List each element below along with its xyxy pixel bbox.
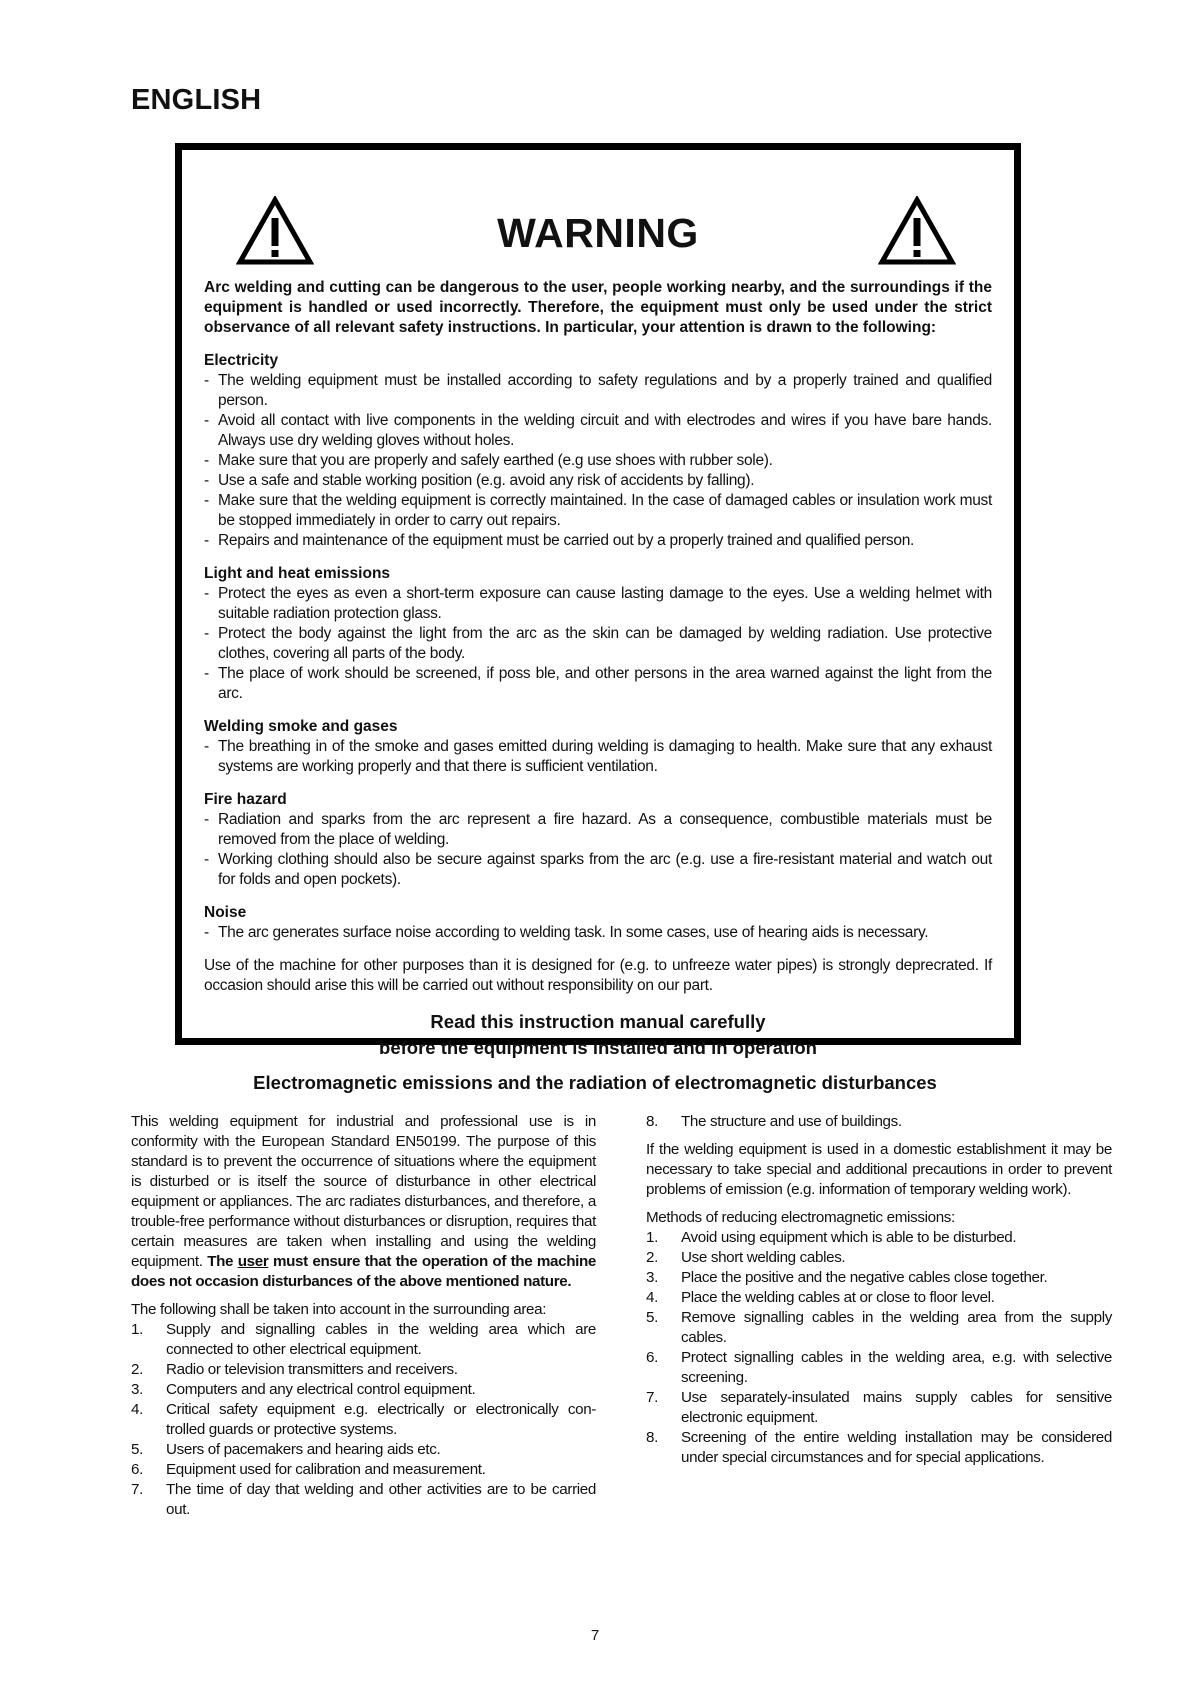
list-text: Remove signalling cables in the welding area from the supply cables. — [681, 1309, 1112, 1346]
bullet-item: - Working clothing should also be secure against sparks from the arc (e.g. use a fire-resistant material and watch out for folds and open pockets). — [204, 850, 992, 890]
read-manual-notice — [204, 1009, 992, 1061]
list-number: 7. — [646, 1389, 658, 1406]
list-text: Computers and any electrical control equipment. — [166, 1381, 476, 1398]
list-item — [131, 1440, 596, 1460]
list-number: 8. — [646, 1429, 658, 1446]
warning-intro: Arc welding and cutting can be dangerous to the user, people working nearby, and the surroundings if the equipment is handled or used incorrectly. Therefore, the equipment must only be used under the strict observance of all relevant safety instructions. In particular, your attention is drawn to the following: — [204, 279, 992, 336]
list-number: 2. — [131, 1361, 143, 1378]
left-column — [131, 1112, 596, 1520]
bullet-item: - Make sure that the welding equipment is correctly maintained. In the case of damaged cables or insulation work must be stopped immediately in order to carry out repairs. — [204, 491, 992, 531]
bullet-item: - The place of work should be screened, if poss ble, and other persons in the area warned against the light from the arc. — [204, 664, 992, 704]
read-line-1: Read this instruction manual carefully — [430, 1011, 766, 1032]
warning-header — [204, 170, 992, 258]
list-item — [646, 1268, 1112, 1288]
bullet-item: - The welding equipment must be installed according to safety regulations and by a properly trained and qualified person. — [204, 371, 992, 411]
section-electricity — [204, 351, 992, 551]
list-number: 5. — [646, 1309, 658, 1326]
section-smoke-gases — [204, 717, 992, 777]
list-text: The time of day that welding and other activities are to be carried out. — [166, 1481, 596, 1518]
area-list — [131, 1320, 596, 1520]
bullet-item: - Protect the body against the light from the arc as the skin can be damaged by welding radiation. Use protective clothes, covering all parts of the body. — [204, 624, 992, 664]
domestic-note: If the welding equipment is used in a domestic establishment it may be necessary to take special and additional precautions in order to prevent problems of emission (e.g. information of temporary welding work). — [646, 1141, 1112, 1198]
list-number: 3. — [646, 1269, 658, 1286]
emc-paragraph — [131, 1112, 596, 1292]
list-text: Equipment used for calibration and measurement. — [166, 1461, 486, 1478]
bullet-item: - The arc generates surface noise according to welding task. In some cases, use of hearing aids is necessary. — [204, 923, 992, 943]
list-number: 6. — [131, 1461, 143, 1478]
section-heading: Electricity — [204, 352, 279, 369]
list-item — [131, 1380, 596, 1400]
list-text: Users of pacemakers and hearing aids etc. — [166, 1441, 441, 1458]
list-item — [646, 1248, 1112, 1268]
section-noise — [204, 903, 992, 943]
bullet-item: - Repairs and maintenance of the equipment must be carried out by a properly trained and qualified person. — [204, 531, 992, 551]
emc-bold-user: user — [237, 1253, 269, 1270]
list-number: 6. — [646, 1349, 658, 1366]
list-text: Place the positive and the negative cables close together. — [681, 1269, 1048, 1286]
warning-box — [175, 143, 1021, 1058]
bullet-item: - The breathing in of the smoke and gases emitted during welding is damaging to health. Make sure that any exhaust systems are working properly and that there is sufficient ventilation. — [204, 737, 992, 777]
bullet-item: - Make sure that you are properly and safely earthed (e.g use shoes with rubber sole). — [204, 451, 992, 471]
page-number: 7 — [590, 1627, 600, 1644]
emc-bold-rest: must ensure that the operation of the machine does not occasion disturbances of the above mentioned nature. — [131, 1253, 597, 1290]
list-text: Place the welding cables at or close to floor level. — [681, 1289, 995, 1306]
language-heading: ENGLISH — [131, 84, 262, 116]
list-number: 3. — [131, 1381, 143, 1398]
list-item — [646, 1348, 1112, 1388]
methods-list — [646, 1228, 1112, 1468]
list-item — [646, 1288, 1112, 1308]
section-heading: Noise — [204, 904, 247, 921]
list-item — [131, 1400, 596, 1440]
list-text: Use separately-insulated mains supply cables for sensitive electronic equipment. — [681, 1389, 1112, 1426]
list-number: 4. — [646, 1289, 658, 1306]
emc-bold-the: The — [207, 1253, 234, 1270]
list-item — [131, 1480, 596, 1520]
list-item — [131, 1360, 596, 1380]
list-item — [646, 1388, 1112, 1428]
warning-title: WARNING — [497, 210, 699, 256]
list-item — [131, 1320, 596, 1360]
list-number: 1. — [646, 1229, 658, 1246]
emc-title: Electromagnetic emissions and the radiation of electromagnetic disturbances — [253, 1072, 937, 1093]
list-item — [646, 1112, 1112, 1132]
list-number: 4. — [131, 1401, 143, 1418]
list-text: Critical safety equipment e.g. electrically or electronically con-trolled guards or protective systems. — [166, 1401, 596, 1438]
list-text: Avoid using equipment which is able to be disturbed. — [681, 1229, 1017, 1246]
methods-intro: Methods of reducing electromagnetic emissions: — [646, 1209, 955, 1226]
list-number: 7. — [131, 1481, 143, 1498]
list-number: 2. — [646, 1249, 658, 1266]
list-text: Screening of the entire welding installation may be considered under special circumstances and for special applications. — [681, 1429, 1112, 1466]
area-intro: The following shall be taken into account in the surrounding area: — [131, 1301, 547, 1318]
list-item — [646, 1428, 1112, 1468]
section-light-heat — [204, 564, 992, 704]
list-item — [646, 1228, 1112, 1248]
right-column — [646, 1112, 1112, 1468]
list-text: The structure and use of buildings. — [681, 1113, 902, 1130]
section-fire-hazard — [204, 790, 992, 890]
list-item — [646, 1308, 1112, 1348]
warning-triangle-icon — [878, 196, 956, 266]
bullet-item: - Radiation and sparks from the arc represent a fire hazard. As a consequence, combustible materials must be removed from the place of welding. — [204, 810, 992, 850]
list-text: Protect signalling cables in the welding area, e.g. with selective screening. — [681, 1349, 1112, 1386]
section-heading: Light and heat emissions — [204, 565, 391, 582]
use-note: Use of the machine for other purposes than it is designed for (e.g. to unfreeze water pipes) is strongly deprecrated. If occasion should arise this will be carried out without responsibility on our part. — [204, 957, 992, 994]
bullet-item: - Use a safe and stable working position (e.g. avoid any risk of accidents by falling). — [204, 471, 992, 491]
list-text: Supply and signalling cables in the welding area which are connected to other electrical equipment. — [166, 1321, 596, 1358]
read-line-2: before the equipment is installed and in operation — [379, 1037, 817, 1058]
list-text: Use short welding cables. — [681, 1249, 846, 1266]
list-number: 8. — [646, 1113, 658, 1130]
list-number: 5. — [131, 1441, 143, 1458]
bullet-item: - Protect the eyes as even a short-term exposure can cause lasting damage to the eyes. Use a welding helmet with suitable radiation protection glass. — [204, 584, 992, 624]
list-item — [131, 1460, 596, 1480]
list-number: 1. — [131, 1321, 143, 1338]
section-heading: Fire hazard — [204, 791, 287, 808]
bullet-item: - Avoid all contact with live components in the welding circuit and with electrodes and wires if you have bare hands. Always use dry welding gloves without holes. — [204, 411, 992, 451]
list-text: Radio or television transmitters and receivers. — [166, 1361, 458, 1378]
section-heading: Welding smoke and gases — [204, 718, 398, 735]
emc-paragraph-text: This welding equipment for industrial and professional use is in conformity with the European Standard EN50199. The purpose of this standard is to prevent the occurrence of situations where the equipment is disturbed or is itself the source of disturbance in other electrical equipment or appliances. The arc radiates disturbances, and therefore, a trouble-free performance without disturbances or disruption, requires that certain measures are taken when installing and using the welding equipment. — [131, 1113, 596, 1270]
